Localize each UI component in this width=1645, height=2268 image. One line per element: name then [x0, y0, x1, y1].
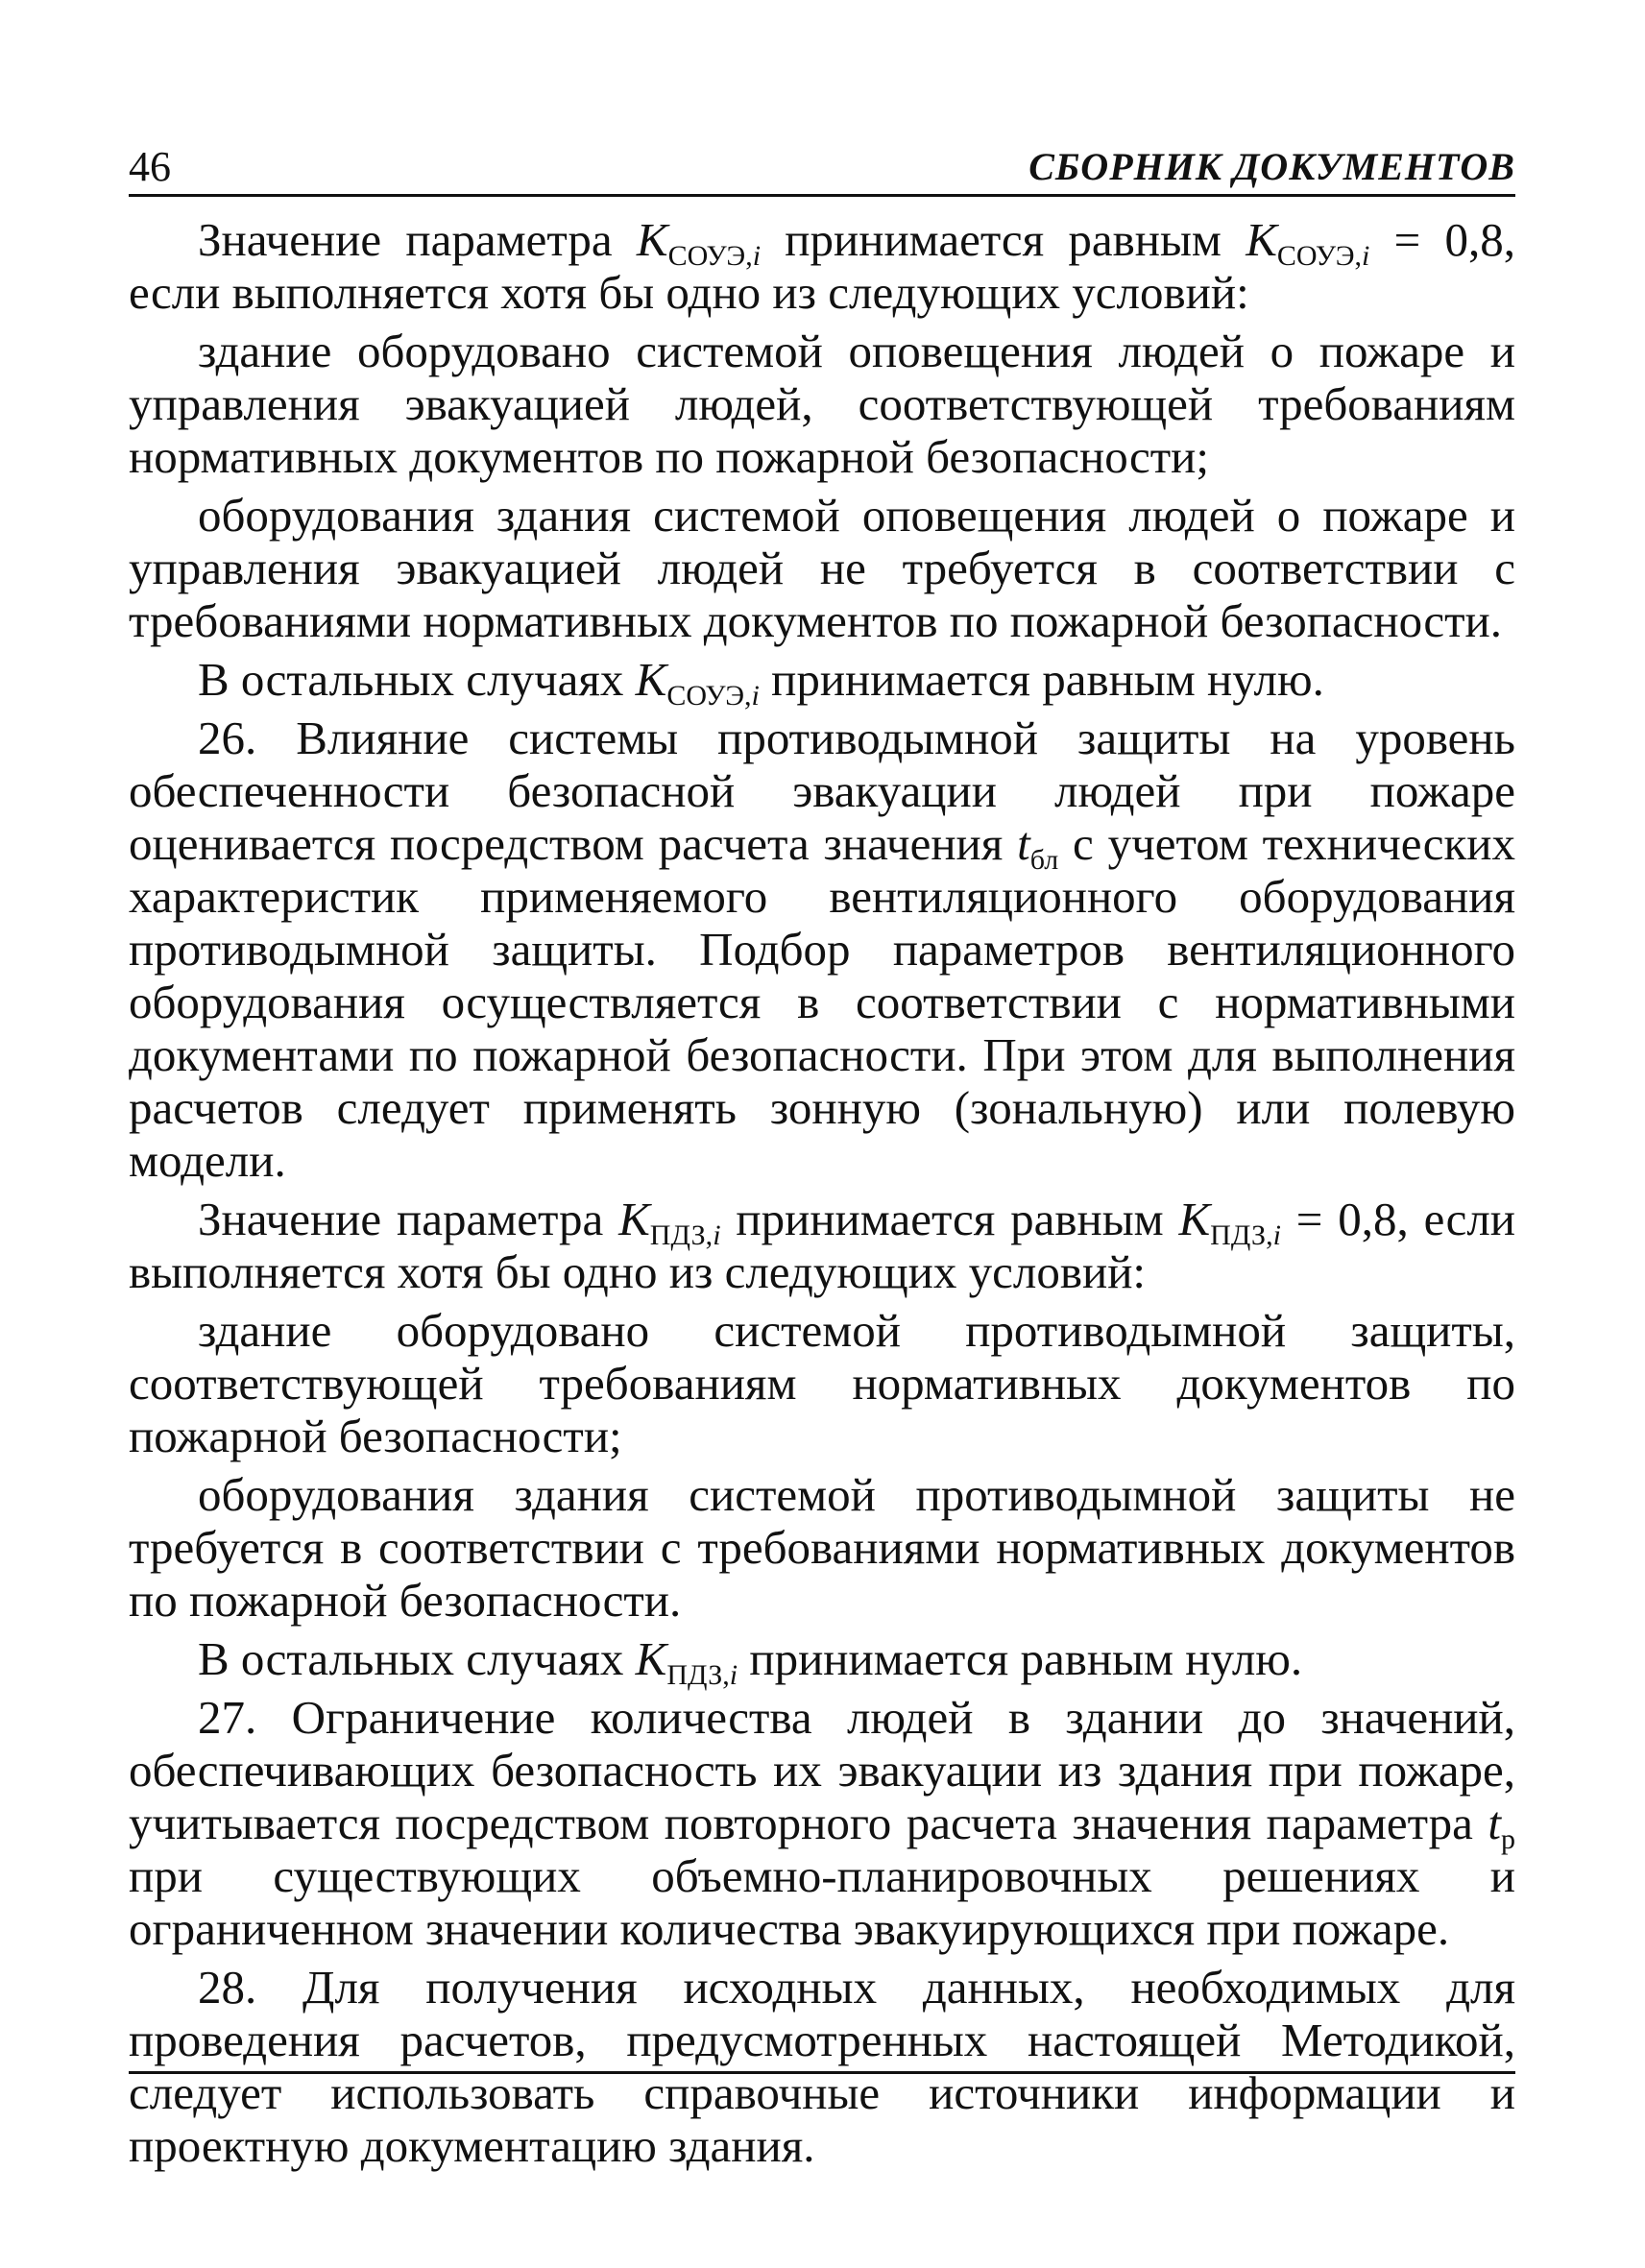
footer-divider	[129, 2071, 1515, 2074]
subscript-pdz: ПДЗ,i	[666, 1659, 738, 1691]
symbol-k: K	[1246, 213, 1277, 266]
subscript-soue: СОУЭ,i	[666, 680, 760, 712]
subscript-r: р	[1501, 1823, 1515, 1855]
paragraph-28: 28. Для получения исходных данных, необходимых для проведения расчетов, предусмотренных настоящей Методикой, следует использовать справочные источники информации и проектную документацию здания.	[129, 1961, 1515, 2172]
paragraph-soue-otherwise	[129, 653, 1515, 712]
symbol-k: K	[1178, 1193, 1211, 1245]
paragraph-soue-not-required: оборудования здания системой оповещения людей о пожаре и управления эвакуацией людей не требуется в соответствии с требованиями нормативных документов по пожарной безопасности.	[129, 489, 1515, 647]
text-run: В остальных случаях	[198, 653, 636, 706]
paragraph-27	[129, 1691, 1515, 1955]
text-run: В остальных случаях	[198, 1632, 636, 1685]
subscript-pdz: ПДЗ,i	[649, 1219, 721, 1251]
text-run: принимается равным нулю.	[738, 1632, 1303, 1685]
subscript-soue: СОУЭ,i	[667, 240, 762, 272]
paragraph-soue-equipped: здание оборудовано системой оповещения людей о пожаре и управления эвакуацией людей, соответствующей требованиям нормативных документов по пожарной безопасности;	[129, 325, 1515, 483]
text-run: принимается равным нулю.	[759, 653, 1324, 706]
paragraph-k-pdz-condition	[129, 1193, 1515, 1298]
symbol-k: K	[635, 653, 667, 706]
symbol-k: K	[618, 1193, 650, 1245]
symbol-t: t	[1017, 817, 1030, 870]
text-run: 26. Влияние системы противодымной защиты на уровень обеспеченности безопасной эвакуации людей при пожаре оценивается посредством расчета значения	[129, 712, 1515, 870]
text-run: принимается равным	[720, 1193, 1179, 1245]
subscript-soue: СОУЭ,i	[1276, 240, 1370, 272]
text-run: = 0,8, если выполняется хотя бы одно из следующих условий:	[129, 213, 1515, 319]
page-number: 46	[129, 143, 171, 190]
text-run: = 0,8, если выполняется хотя бы одно из следующих условий:	[129, 1193, 1515, 1298]
text-run: принимается равным	[761, 213, 1246, 266]
paragraph-pdz-otherwise	[129, 1632, 1515, 1691]
paragraph-k-soue-condition	[129, 213, 1515, 319]
page-header	[129, 136, 1515, 197]
symbol-k: K	[635, 1632, 667, 1685]
subscript-pdz: ПДЗ,i	[1210, 1219, 1281, 1251]
text-run: при существующих объемно-планировочных решениях и ограниченном значении количества эвакуирующихся при пожаре.	[129, 1849, 1515, 1955]
paragraph-pdz-not-required: оборудования здания системой противодымной защиты не требуется в соответствии с требованиями нормативных документов по пожарной безопасности.	[129, 1468, 1515, 1627]
subscript-bl: бл	[1029, 844, 1059, 876]
running-title: СБОРНИК ДОКУМЕНТОВ	[1028, 145, 1515, 188]
symbol-k: K	[636, 213, 668, 266]
text-run: Значение параметра	[198, 1193, 619, 1245]
paragraph-pdz-equipped: здание оборудовано системой противодымной защиты, соответствующей требованиям нормативных документов по пожарной безопасности;	[129, 1304, 1515, 1462]
text-run: с учетом технических характеристик применяемого вентиляционного оборудования противодымной защиты. Подбор параметров вентиляционного оборудования осуществляется в соответствии с нормативными документами по пожарной безопасности. При этом для выполнения расчетов следует применять зонную (зональную) или полевую модели.	[129, 817, 1515, 1187]
text-run: 27. Ограничение количества людей в здании до значений, обеспечивающих безопасность их эвакуации из здания при пожаре, учитывается посредством повторного расчета значения параметра	[129, 1691, 1515, 1849]
paragraph-26	[129, 712, 1515, 1187]
document-body	[129, 213, 1515, 2178]
text-run: Значение параметра	[198, 213, 637, 266]
symbol-t: t	[1488, 1797, 1501, 1849]
